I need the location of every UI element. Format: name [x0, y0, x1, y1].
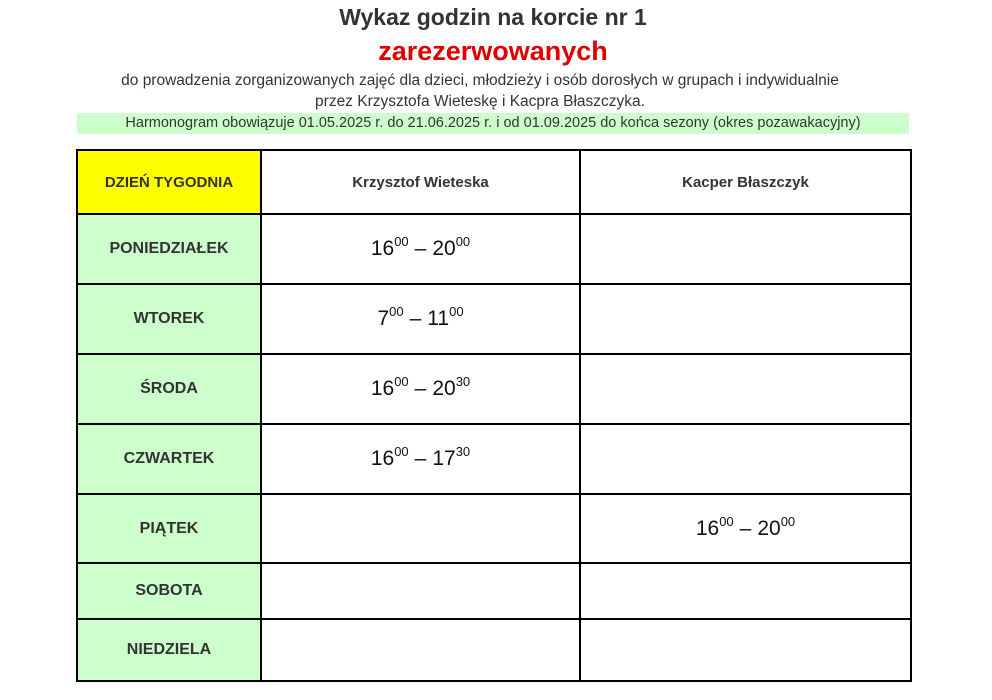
range-separator: –	[414, 377, 427, 400]
coach2-slot-cell	[580, 214, 911, 284]
coach1-slot-cell	[261, 214, 580, 284]
coach2-slot-cell	[580, 619, 911, 681]
coach1-slot-cell	[261, 619, 580, 681]
start-hour: 16	[695, 516, 720, 540]
end-hour: 17	[432, 447, 456, 470]
day-cell: WTOREK	[77, 284, 261, 354]
end-minutes: 30	[455, 444, 471, 459]
start-minutes: 00	[719, 513, 734, 529]
range-separator: –	[739, 516, 752, 540]
end-hour: 20	[757, 516, 781, 540]
end-minutes: 00	[780, 513, 796, 529]
coach1-slot-cell	[261, 424, 580, 494]
start-minutes: 00	[394, 444, 409, 459]
end-hour: 20	[432, 377, 456, 400]
end-minutes: 00	[455, 234, 471, 249]
start-hour: 16	[370, 377, 395, 400]
coach2-slot-cell	[580, 494, 911, 563]
description-line-2: przez Krzysztofa Wieteskę i Kacpra Błaszczyka.	[315, 93, 645, 110]
day-cell: PIĄTEK	[77, 494, 261, 563]
day-column-header: DZIEŃ TYGODNIA	[77, 150, 261, 214]
table-row	[77, 284, 911, 354]
coach2-slot-cell	[580, 563, 911, 619]
end-hour: 11	[427, 307, 450, 330]
start-minutes: 00	[394, 374, 409, 389]
start-hour: 7	[377, 307, 390, 330]
time-range	[370, 374, 471, 400]
end-minutes: 30	[455, 374, 471, 389]
table-row	[77, 424, 911, 494]
coach2-slot-cell	[580, 354, 911, 424]
description-line-1: do prowadzenia zorganizowanych zajęć dla dzieci, młodzieży i osób dorosłych w grupach i indywidualnie	[121, 72, 839, 89]
start-minutes: 00	[389, 304, 404, 319]
time-range	[370, 234, 471, 260]
time-range	[370, 444, 471, 470]
range-separator: –	[409, 307, 422, 330]
title: Wykaz godzin na korcie nr 1	[339, 4, 647, 30]
day-cell: CZWARTEK	[77, 424, 261, 494]
start-minutes: 00	[394, 234, 409, 249]
day-cell: SOBOTA	[77, 563, 261, 619]
schedule-table	[76, 149, 912, 682]
range-separator: –	[414, 237, 427, 260]
day-cell: PONIEDZIAŁEK	[77, 214, 261, 284]
header-row	[77, 150, 911, 214]
coach1-column-header: Krzysztof Wieteska	[261, 150, 580, 214]
range-separator: –	[414, 447, 427, 470]
coach1-slot-cell	[261, 563, 580, 619]
table-row	[77, 214, 911, 284]
coach2-slot-cell	[580, 284, 911, 354]
table-row	[77, 619, 911, 681]
start-hour: 16	[370, 447, 395, 470]
coach1-slot-cell	[261, 284, 580, 354]
subtitle: zarezerwowanych	[378, 36, 608, 66]
validity-banner: Harmonogram obowiązuje 01.05.2025 r. do 21.06.2025 r. i od 01.09.2025 do końca sezony (okres pozawakacyjny)	[77, 113, 909, 134]
day-cell: ŚRODA	[77, 354, 261, 424]
time-range	[695, 513, 796, 540]
start-hour: 16	[370, 237, 395, 260]
coach2-slot-cell	[580, 424, 911, 494]
day-cell: NIEDZIELA	[77, 619, 261, 681]
coach2-column-header: Kacper Błaszczyk	[580, 150, 911, 214]
table-row	[77, 354, 911, 424]
coach1-slot-cell	[261, 494, 580, 563]
end-hour: 20	[432, 237, 456, 260]
end-minutes: 00	[449, 304, 464, 319]
table-row	[77, 494, 911, 563]
table-row	[77, 563, 911, 619]
time-range	[377, 304, 464, 330]
coach1-slot-cell	[261, 354, 580, 424]
